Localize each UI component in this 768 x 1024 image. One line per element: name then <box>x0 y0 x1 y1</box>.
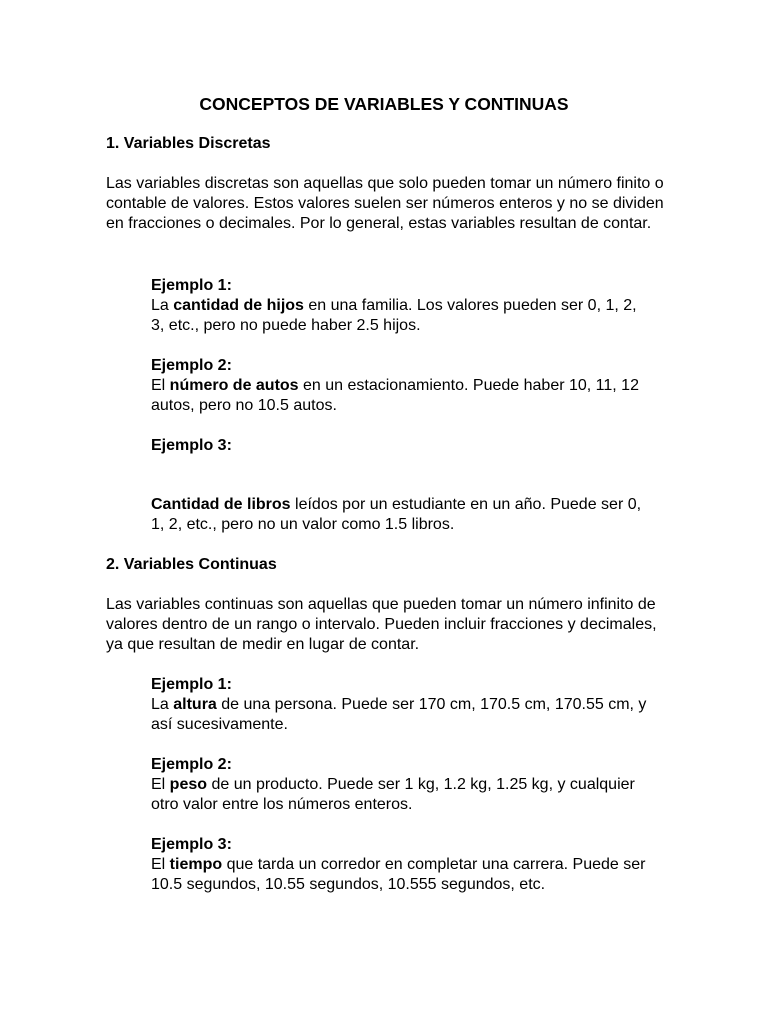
example-keyword: tiempo <box>169 856 223 873</box>
section-heading-discretas: 1. Variables Discretas <box>106 135 271 152</box>
example-discreta-3-label <box>151 436 651 456</box>
section-heading-continuas: 2. Variables Continuas <box>106 556 277 573</box>
example-keyword: número de autos <box>169 377 299 394</box>
example-keyword: cantidad de hijos <box>173 297 304 314</box>
section-intro-continuas: Las variables continuas son aquellas que pueden tomar un número infinito de valores dentro de un rango o intervalo. Pueden incluir fracciones y decimales, ya que resultan de medir en lugar de contar. <box>106 596 657 653</box>
example-continua-2 <box>151 755 651 815</box>
example-label: Ejemplo 2: <box>151 756 232 773</box>
example-keyword: peso <box>169 776 208 793</box>
document-title: CONCEPTOS DE VARIABLES Y CONTINUAS <box>199 94 569 114</box>
example-keyword: altura <box>173 696 217 713</box>
section-intro-discretas: Las variables discretas son aquellas que solo pueden tomar un número finito o contable de valores. Estos valores suelen ser números enteros y no se dividen en fracciones o decimales. Por lo general, estas variables resultan de contar. <box>106 175 664 232</box>
example-discreta-2 <box>151 356 651 416</box>
example-text: El número de autos en un estacionamiento. Puede haber 10, 11, 12 autos, pero no 10.5 autos. <box>151 377 639 414</box>
example-text: La altura de una persona. Puede ser 170 cm, 170.5 cm, 170.55 cm, y así sucesivamente. <box>151 696 647 733</box>
example-discreta-1 <box>151 276 651 336</box>
example-discreta-3 <box>151 495 651 535</box>
example-text: La cantidad de hijos en una familia. Los valores pueden ser 0, 1, 2, 3, etc., pero no puede haber 2.5 hijos. <box>151 297 637 334</box>
example-continua-3 <box>151 835 651 895</box>
example-label: Ejemplo 1: <box>151 676 232 693</box>
example-label: Ejemplo 2: <box>151 357 232 374</box>
example-keyword: Cantidad de libros <box>151 496 291 513</box>
example-label: Ejemplo 3: <box>151 836 232 853</box>
example-continua-1 <box>151 675 651 735</box>
example-text: El tiempo que tarda un corredor en completar una carrera. Puede ser 10.5 segundos, 10.55 segundos, 10.555 segundos, etc. <box>151 856 646 893</box>
example-text: Cantidad de libros leídos por un estudiante en un año. Puede ser 0, 1, 2, etc., pero no un valor como 1.5 libros. <box>151 496 642 533</box>
example-label: Ejemplo 1: <box>151 277 232 294</box>
example-label: Ejemplo 3: <box>151 437 232 454</box>
example-text: El peso de un producto. Puede ser 1 kg, 1.2 kg, 1.25 kg, y cualquier otro valor entre los números enteros. <box>151 776 635 813</box>
